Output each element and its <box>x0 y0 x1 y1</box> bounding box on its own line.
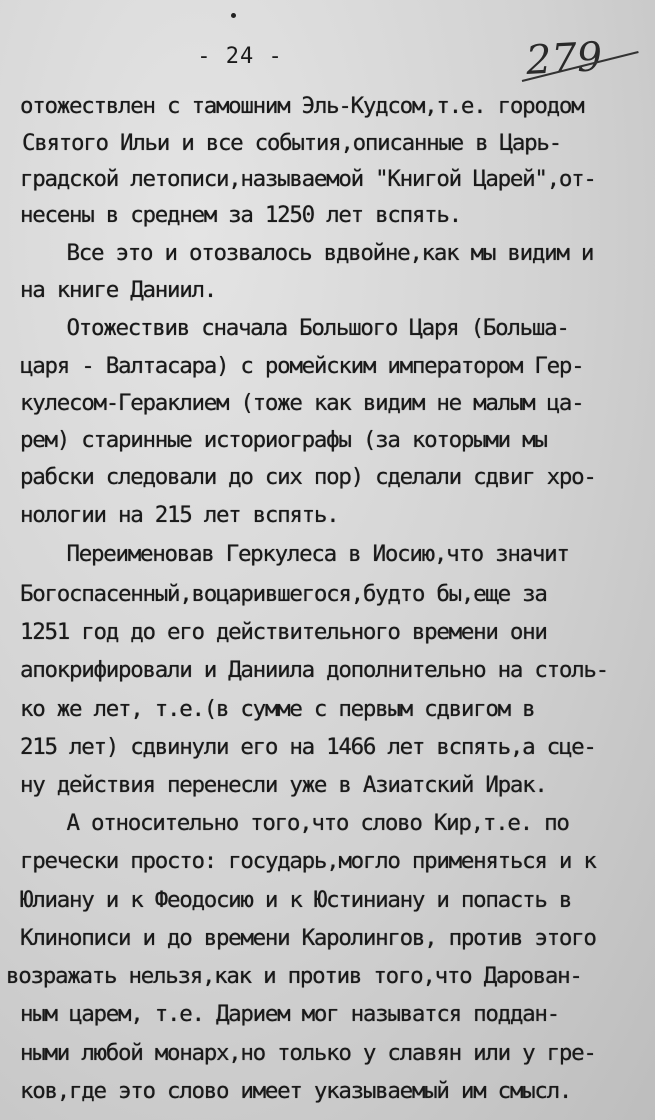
page-number: - 24 - <box>197 44 283 69</box>
text-line: гречески просто: государь,могло применяться и к <box>20 848 596 874</box>
text-line: ко же лет, т.е.(в сумме с первым сдвигом в <box>20 696 535 722</box>
text-line: кулесом-Гераклием (тоже как видим не малым ца- <box>20 390 584 416</box>
text-line: Отожествив сначала Большого Царя (Больша- <box>42 315 569 341</box>
text-line: Юлиану и к Феодосию и к Юстиниану и попасть в <box>20 887 572 913</box>
text-line: Клинописи и до времени Каролингов, против этого <box>20 925 596 951</box>
text-line: рем) старинные историографы (за которыми мы <box>20 427 547 453</box>
text-line: ков,где это слово имеет указываемый им смысл. <box>20 1078 572 1104</box>
text-line: градской летописи,называемой "Книгой Царей",от- <box>20 166 596 192</box>
text-line: 215 лет) сдвинули его на 1466 лет вспять,а сце- <box>20 734 596 760</box>
text-line: возражать нельзя,как и против того,что Дарован- <box>6 963 582 989</box>
text-line: на книге Даниил. <box>20 277 216 303</box>
text-line: царя - Валтасара) с ромейским императором Гер- <box>20 353 584 379</box>
text-line: А относительно того,что слово Кир,т.е. по <box>42 810 569 836</box>
text-line: 1251 год до его действительного времени они <box>20 619 547 645</box>
text-line: апокрифировали и Даниила дополнительно на столь- <box>20 657 608 683</box>
text-line: ну действия перенесли уже в Азиатский Ирак. <box>20 772 547 798</box>
ink-speck <box>231 13 236 18</box>
text-line: Переименовав Геркулеса в Иосию,что значит <box>42 541 569 567</box>
text-line: несены в среднем за 1250 лет вспять. <box>20 202 461 228</box>
text-line: нологии на 215 лет вспять. <box>20 502 339 528</box>
text-line: ным царем, т.е. Дарием мог называтся поддан- <box>20 1001 559 1027</box>
text-line: ными любой монарх,но только у славян или у гре- <box>20 1040 596 1066</box>
text-line: Богоспасенный,воцарившегося,будто бы,еще за <box>20 581 547 607</box>
text-line: рабски следовали до сих пор) сделали сдвиг хро- <box>20 464 596 490</box>
text-line: отожествлен с тамошним Эль-Кудсом,т.е. городом <box>20 93 584 119</box>
text-line: Все это и отозвалось вдвойне,как мы видим и <box>42 240 594 266</box>
text-line: Святого Ильи и все события,описанные в Царь- <box>22 130 561 156</box>
archive-number: 279 <box>524 34 604 84</box>
